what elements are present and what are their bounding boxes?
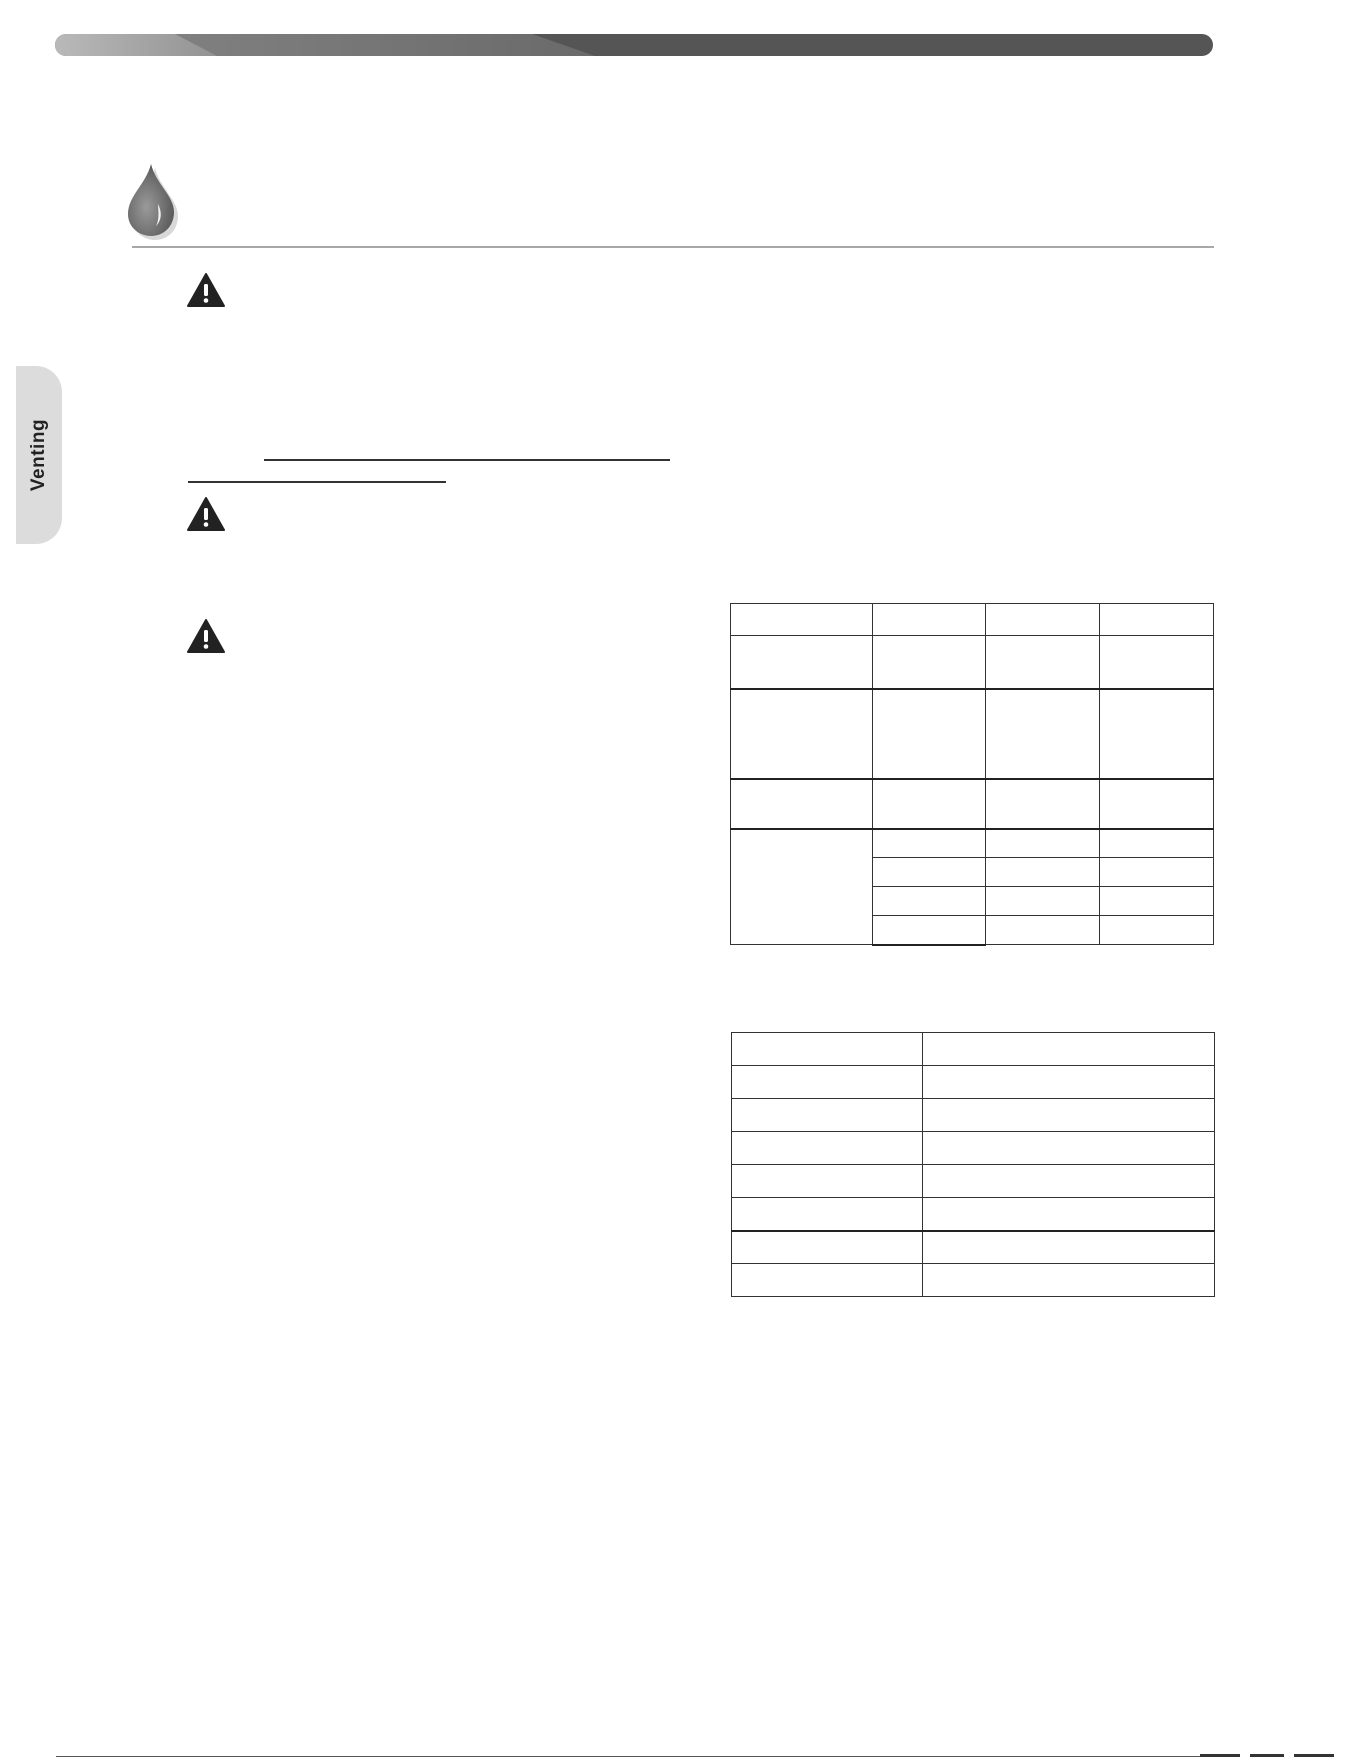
table-cell	[732, 1099, 923, 1132]
table-cell	[872, 636, 986, 689]
table-cell	[732, 1132, 923, 1165]
section-header-rule	[132, 246, 1214, 248]
vent-spec-table	[730, 603, 1214, 946]
table-cell	[1100, 636, 1214, 689]
water-drop-icon	[118, 160, 180, 240]
table-cell	[1100, 779, 1214, 829]
table-row	[732, 1066, 1215, 1099]
table-cell	[732, 1264, 923, 1297]
table-row	[732, 1198, 1215, 1231]
table-cell	[732, 1165, 923, 1198]
table-cell	[872, 779, 986, 829]
table-cell	[986, 916, 1100, 945]
table-row	[732, 1264, 1215, 1297]
warning-triangle-icon	[186, 272, 226, 308]
table-cell	[731, 636, 873, 689]
table-cell	[986, 689, 1100, 779]
page-edge-mark	[1250, 1754, 1284, 1757]
table-row	[731, 689, 1214, 779]
table-cell	[986, 887, 1100, 916]
table-cell	[732, 1033, 923, 1066]
warning-triangle-icon	[186, 496, 226, 532]
table-cell	[872, 916, 986, 945]
table-cell	[731, 689, 873, 779]
table-cell	[1100, 887, 1214, 916]
table-cell	[986, 779, 1100, 829]
table-cell	[872, 887, 986, 916]
table-cell	[731, 779, 873, 829]
table-cell	[732, 1198, 923, 1231]
table-cell	[922, 1198, 1214, 1231]
header-bar	[55, 34, 1213, 56]
page-edge-mark	[1294, 1754, 1334, 1757]
table-cell	[872, 689, 986, 779]
table-row	[732, 1033, 1215, 1066]
table-cell	[732, 1066, 923, 1099]
table-row	[732, 1231, 1215, 1264]
table-row	[732, 1132, 1215, 1165]
table-cell	[1100, 829, 1214, 858]
warning-triangle-icon	[186, 618, 226, 654]
table-row	[731, 779, 1214, 829]
table-cell	[922, 1231, 1214, 1264]
table-row	[732, 1165, 1215, 1198]
table-cell	[986, 829, 1100, 858]
table-cell	[986, 858, 1100, 887]
table-cell	[986, 604, 1100, 636]
table-cell	[872, 604, 986, 636]
table-row	[731, 829, 1214, 858]
table-row	[732, 1099, 1215, 1132]
side-tab-label: Venting	[28, 418, 49, 492]
table-cell	[1100, 858, 1214, 887]
table-cell	[922, 1066, 1214, 1099]
table-row	[731, 636, 1214, 689]
table-cell	[1100, 604, 1214, 636]
table-cell	[922, 1033, 1214, 1066]
underline-rule	[188, 481, 446, 483]
header-bar-segment	[175, 34, 595, 56]
clearance-table	[731, 1032, 1215, 1297]
table-cell	[732, 1231, 923, 1264]
page-bottom-rule	[56, 1756, 1216, 1757]
table-cell	[922, 1165, 1214, 1198]
table-cell	[1100, 916, 1214, 945]
table-cell	[1100, 689, 1214, 779]
table-cell	[922, 1264, 1214, 1297]
table-cell	[922, 1132, 1214, 1165]
table-cell	[922, 1099, 1214, 1132]
page-edge-mark	[1200, 1754, 1240, 1757]
table-row	[731, 604, 1214, 636]
table-cell	[872, 829, 986, 858]
table-cell	[731, 604, 873, 636]
table-cell	[731, 829, 873, 945]
underline-rule	[264, 459, 670, 461]
side-tab	[16, 366, 62, 544]
table-cell	[872, 858, 986, 887]
table-cell	[986, 636, 1100, 689]
